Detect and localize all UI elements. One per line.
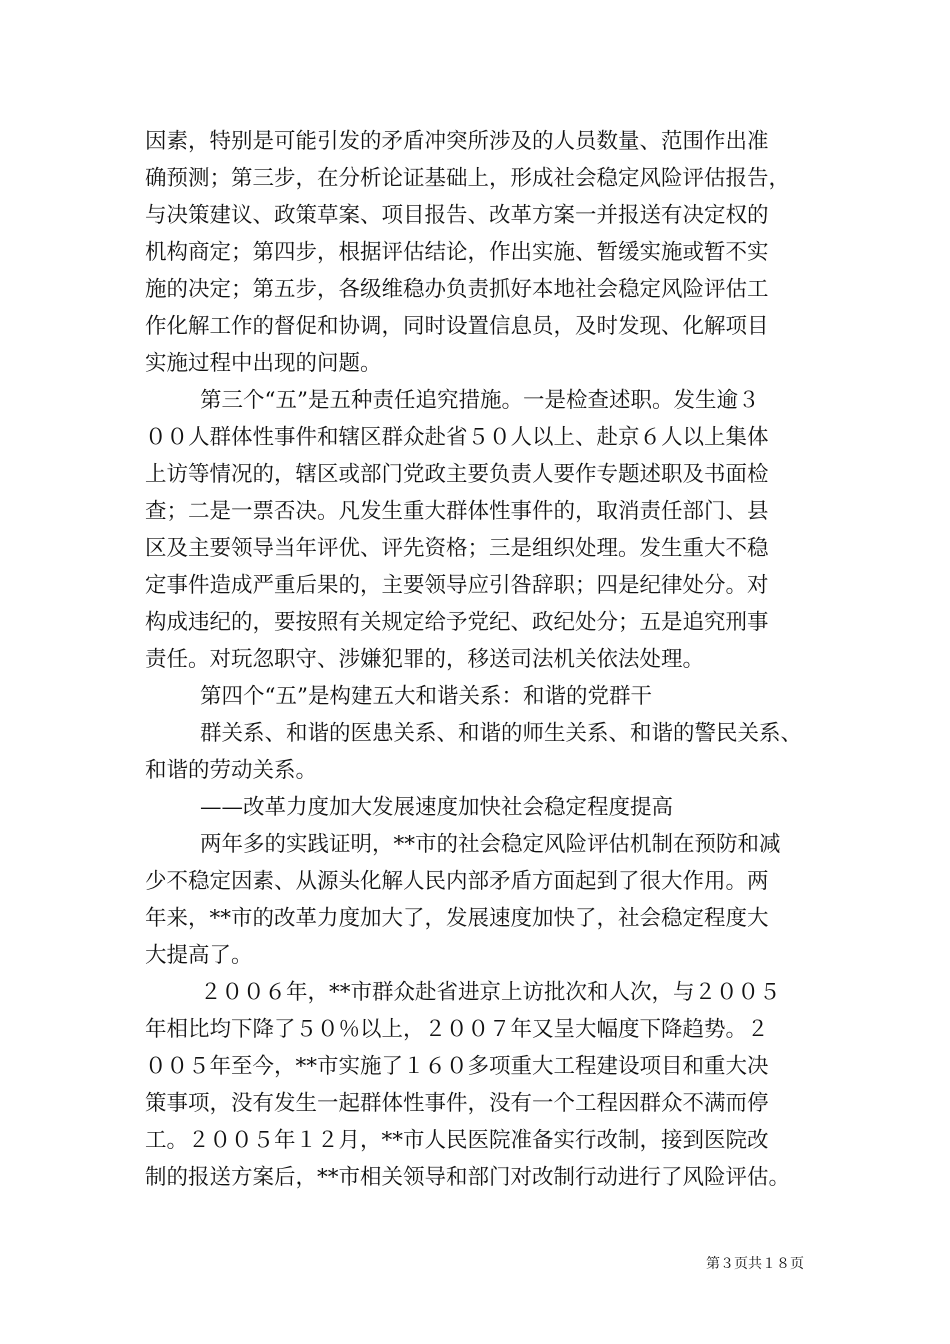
body-text-line: 上访等情况的，辖区或部门党政主要负责人要作专题述职及书面检	[145, 462, 769, 487]
body-text-line: ００５年至今，**市实施了１６０多项重大工程建设项目和重大决	[145, 1054, 769, 1079]
body-text-line: 群关系、和谐的医患关系、和谐的师生关系、和谐的警民关系、	[200, 721, 803, 746]
body-text-line: 责任。对玩忽职守、涉嫌犯罪的，移送司法机关依法处理。	[145, 647, 705, 672]
body-text-line: 区及主要领导当年评优、评先资格；三是组织处理。发生重大不稳	[145, 536, 769, 561]
paragraph-start-line: 两年多的实践证明，**市的社会稳定风险评估机制在预防和减	[200, 832, 781, 857]
body-text-line: 和谐的劳动关系。	[145, 758, 318, 783]
body-text-line: 与决策建议、政策草案、项目报告、改革方案一并报送有决定权的	[145, 203, 769, 228]
paragraph-start-line: 第四个“五”是构建五大和谐关系：和谐的党群干	[200, 684, 652, 709]
body-text-line: 制的报送方案后，**市相关领导和部门对改制行动进行了风险评估。	[145, 1165, 791, 1190]
body-text-line: 查；二是一票否决。凡发生重大群体性事件的，取消责任部门、县	[145, 499, 769, 524]
body-text-line: 大提高了。	[145, 943, 253, 968]
body-text-line: 工。２００５年１２月，**市人民医院准备实行改制，接到医院改	[145, 1128, 769, 1153]
body-text-line: 实施过程中出现的问题。	[145, 351, 382, 376]
section-heading: ——改革力度加大发展速度加快社会稳定程度提高	[200, 795, 674, 820]
body-text-line: 年相比均下降了５０％以上，２００７年又呈大幅度下降趋势。２	[145, 1017, 769, 1042]
body-text-line: ００人群体性事件和辖区群众赴省５０人以上、赴京６人以上集体	[145, 425, 769, 450]
body-text-line: 少不稳定因素、从源头化解人民内部矛盾方面起到了很大作用。两	[145, 869, 769, 894]
body-text-line: 机构商定；第四步，根据评估结论，作出实施、暂缓实施或暂不实	[145, 240, 769, 265]
paragraph-start-line: 第三个“五”是五种责任追究措施。一是检查述职。发生逾３	[200, 388, 760, 413]
body-text-line: 定事件造成严重后果的，主要领导应引咎辞职；四是纪律处分。对	[145, 573, 769, 598]
paragraph-start-line: ２００６年，**市群众赴省进京上访批次和人次，与２００５	[200, 980, 781, 1005]
body-text-line: 因素，特别是可能引发的矛盾冲突所涉及的人员数量、范围作出准	[145, 129, 769, 154]
body-text-line: 施的决定；第五步，各级维稳办负责抓好本地社会稳定风险评估工	[145, 277, 769, 302]
body-text-line: 作化解工作的督促和协调，同时设置信息员，及时发现、化解项目	[145, 314, 769, 339]
body-text-line: 构成违纪的，要按照有关规定给予党纪、政纪处分；五是追究刑事	[145, 610, 769, 635]
body-text-line: 策事项，没有发生一起群体性事件，没有一个工程因群众不满而停	[145, 1091, 769, 1116]
body-text-line: 年来，**市的改革力度加大了，发展速度加快了，社会稳定程度大	[145, 906, 769, 931]
page-number-footer: 第３页共１８页	[706, 1256, 804, 1272]
body-text-line: 确预测；第三步，在分析论证基础上，形成社会稳定风险评估报告，	[145, 166, 791, 191]
